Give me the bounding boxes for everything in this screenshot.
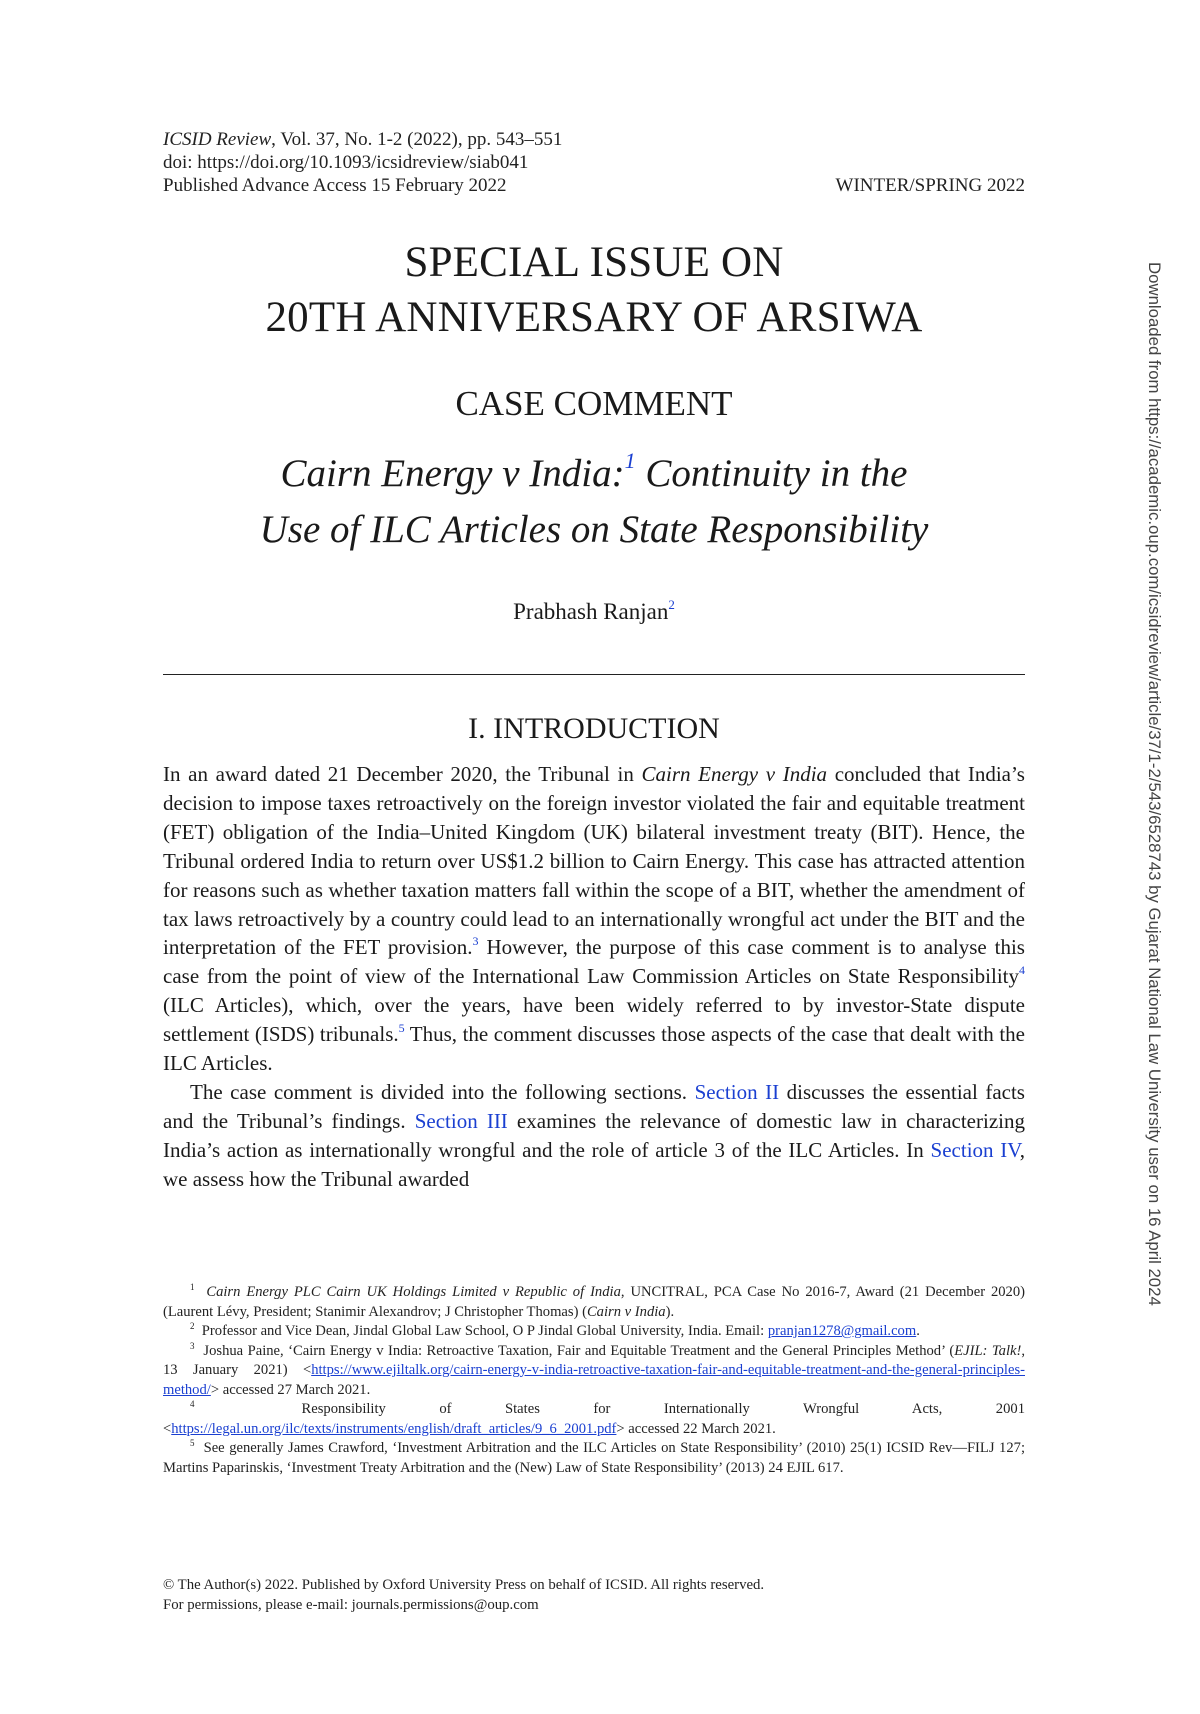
title-line-1: Cairn Energy v India:$^1$ Continuity in the [280, 448, 908, 495]
article-title [163, 446, 1025, 558]
title-footnote-ref[interactable]: 1 [624, 448, 636, 473]
author-byline [163, 598, 1025, 626]
case-comment-label: CASE COMMENT [455, 384, 733, 423]
download-watermark [1146, 262, 1164, 1522]
title-line-2: Use of ILC Articles on State Responsibility [259, 508, 929, 551]
un-legal-link[interactable]: https://legal.un.org/ilc/texts/instruments/english/draft_articles/9_6_2001.pdf [171, 1420, 617, 1437]
section-iii-link[interactable]: Section III [414, 1108, 508, 1133]
copyright-notice [163, 1575, 1025, 1615]
section-iv-link[interactable]: Section IV [930, 1137, 1020, 1162]
paragraph-1: In an award dated 21 December 2020, the Tribunal in Cairn Energy v India concluded that India’s decision to impose taxes retroactively on the foreign investor violated the fair and equitable treatment (FET) obligation of the India–United Kingdom (UK) bilateral investment treaty (BIT). Hence, the Tribunal ordered India to return over US$1.2 billion to Cairn Energy. This case has attracted attention for reasons such as whether taxation matters fall within the scope of a BIT, whether the amendment of tax laws retroactively by a country could lead to an internationally wrongful act under the BIT and the interpretation of the FET provision.$^3$ However, the purpose of this case comment is to analyse this case from the point of view of the International Law Commission Articles on State Responsibility$^4$ (ILC Articles), which, over the years, have been widely referred to by investor-State dispute settlement (ISDS) tribunals.$^5$ Thus, the comment discusses those aspects of the case that dealt with the ILC Articles. [163, 762, 1025, 1076]
ejiltalk-link[interactable]: https://www.ejiltalk.org/cairn-energy-v-india-retroactive-taxation-fair-and-equitable-treatment-and-the-general-principles-method/ [163, 1362, 1025, 1398]
footnote-5: $^5$ See generally James Crawford, ‘Investment Arbitration and the ILC Articles on State Responsibility’ (2010) 25(1) ICSID Rev—FILJ 127; Martins Paparinskis, ‘Investment Treaty Arbitration and the (New) Law of State Responsibility’ (2013) 24 EJIL 617. [163, 1438, 1025, 1476]
special-issue-line-2: 20TH ANNIVERSARY OF ARSIWA [265, 294, 923, 341]
footnote-ref-4[interactable]: 4 [1019, 963, 1025, 978]
doi-line [163, 151, 1025, 174]
special-issue-heading [163, 235, 1025, 345]
permissions-line: For permissions, please e-mail: journals.permissions@oup.com [163, 1597, 539, 1613]
footnote-2: $^2$ Professor and Vice Dean, Jindal Global Law School, O P Jindal Global University, India. Email: pranjan1278@gmail.com. [190, 1321, 920, 1339]
title-divider [163, 674, 1025, 675]
published-date: Published Advance Access 15 February 2022 [163, 175, 507, 196]
paragraph-2: The case comment is divided into the following sections. Section II discusses the essential facts and the Tribunal’s findings. Section III examines the relevance of domestic law in characterizing India’s action as internationally wrongful and the role of article 3 of the ILC Articles. In Section IV, we assess how the Tribunal awarded [163, 1079, 1025, 1191]
author-name: Prabhash Ranjan [513, 599, 669, 624]
section-ii-link[interactable]: Section II [694, 1079, 780, 1104]
footnote-ref-5[interactable]: 5 [398, 1021, 405, 1036]
volume-info: , Vol. 37, No. 1-2 (2022), pp. 543–551 [271, 129, 563, 150]
citation-line [163, 128, 1025, 151]
journal-name: ICSID Review [163, 129, 272, 150]
body-text [163, 760, 1025, 1194]
footnote-4: $^4$ Responsibility of States for Internationally Wrongful Acts, 2001 <https://legal.un.org/ilc/texts/instruments/english/draft_articles/9_6_2001.pdf> accessed 22 March 2021. [163, 1399, 1025, 1437]
author-email-link[interactable]: pranjan1278@gmail.com [767, 1323, 917, 1339]
journal-header [163, 128, 1025, 197]
issue-season: WINTER/SPRING 2022 [835, 175, 1025, 196]
footnote-1: $^1$ Cairn Energy PLC Cairn UK Holdings Limited v Republic of India, UNCITRAL, PCA Case No 2016-7, Award (21 December 2020) (Laurent Lévy, President; Stanimir Alexandrov; J Christopher Thomas) (Cairn v India). [163, 1282, 1026, 1320]
footnotes [163, 1283, 1025, 1478]
case-name: Cairn Energy v India [641, 762, 828, 786]
copyright-line: © The Author(s) 2022. Published by Oxford University Press on behalf of ICSID. All rights reserved. [163, 1577, 765, 1593]
footnote-ref-3[interactable]: 3 [472, 934, 479, 949]
footnote-3: $^3$ Joshua Paine, ‘Cairn Energy v India: Retroactive Taxation, Fair and Equitable Treatment and the General Principles Method’ (EJIL: Talk!, 13 January 2021) <https://www.ejiltalk.org/cairn-energy-v-india-retroactive-taxation-fair-and-equitable-treatment-and-the-general-principles-method/> accessed 27 March 2021. [163, 1340, 1025, 1398]
section-heading: I. INTRODUCTION [468, 712, 720, 745]
published-line [163, 174, 1025, 197]
download-watermark-text: Downloaded from https://academic.oup.com/icsidreview/article/37/1-2/543/6528743 by Gujarat National Law University user on 16 April 2024 [1145, 262, 1164, 1306]
special-issue-line-1: SPECIAL ISSUE ON [404, 239, 784, 286]
doi[interactable]: doi: https://doi.org/10.1093/icsidreview/siab041 [163, 152, 529, 173]
author-footnote-ref[interactable]: 2 [668, 597, 675, 612]
